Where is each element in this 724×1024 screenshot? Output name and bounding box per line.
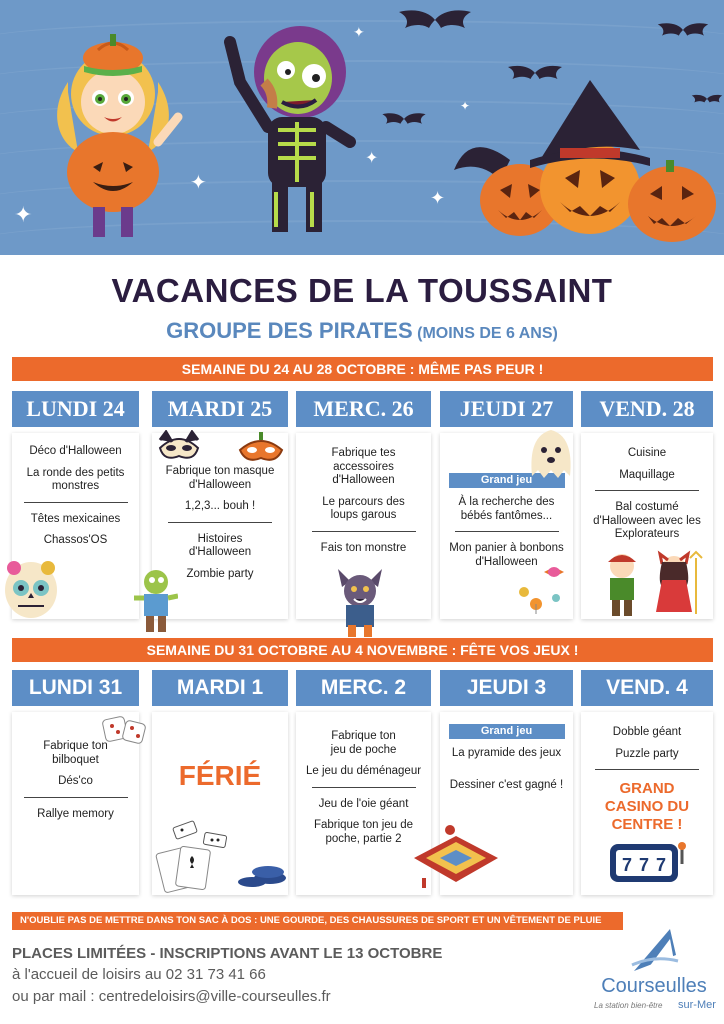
divider [312,531,416,532]
logo-sub: sur-Mer [678,999,716,1011]
page-title: VACANCES DE LA TOUSSAINT [111,272,613,309]
week2-banner: SEMAINE DU 31 OCTOBRE AU 4 NOVEMBRE : FÊTE VOS JEUX ! [12,638,713,662]
contact-email: ou par mail : centredeloisirs@ville-courseulles.fr [12,988,331,1005]
mask-icon [156,430,202,466]
jack-o-lantern-icon [450,70,724,250]
day-header-merc-2: MERC. 2 [296,670,431,706]
day-header-vend-4: VEND. 4 [581,670,713,706]
day-header-merc-26: MERC. 26 [296,391,431,427]
casino-title: GRAND CASINO DU CENTRE ! [604,780,690,833]
logo-name: Courseulles [601,975,707,997]
zombie-kid-icon [134,568,178,632]
activity: Déco d'Halloween [29,445,122,457]
activity: Le parcours des loups garous [322,495,405,521]
activity: Zombie party [186,567,254,580]
activity: Mon panier à bonbons d'Halloween [449,542,564,568]
activity: Chassos'OS [43,534,108,546]
werewolf-icon [332,567,388,637]
divider [595,490,699,491]
day-header-mardi-1: MARDI 1 [152,670,288,706]
pirate-kid-icon [596,548,708,618]
week1-banner: SEMAINE DU 24 AU 28 OCTOBRE : MÊME PAS PEUR ! [12,357,713,381]
group-age: (MOINS DE 6 ANS) [417,325,558,342]
divider [168,522,272,523]
sparkle-icon: ✦ [430,188,446,209]
ferie-label: FÉRIÉ [178,760,262,791]
zombie-boy-icon [220,12,360,242]
day-header-mardi-25: MARDI 25 [152,391,288,427]
day-header-jeudi-3: JEUDI 3 [440,670,573,706]
board-game-icon [410,822,500,892]
day-header-lundi-31: LUNDI 31 [12,670,139,706]
divider [595,769,699,770]
activity: Fabrique ton masque d'Halloween [165,465,275,491]
sparkle-icon: ✦ [14,203,33,228]
logo-tagline: La station bien-être [594,1001,663,1010]
dice-icon [100,712,150,748]
sparkle-icon: ✦ [365,148,379,167]
bat-icon [395,8,475,32]
courseulles-logo [590,925,718,1017]
activity: La ronde des petits monstres [26,466,125,492]
activity: Fabrique ton bilboquet [43,740,108,766]
activity: Fabrique tes accessoires d'Halloween [331,447,396,486]
activity: Rallye memory [37,807,114,820]
grand-jeu-tag: Grand jeu [449,473,565,488]
grand-jeu-tag: Grand jeu [449,724,565,739]
activity: La pyramide des jeux [451,747,562,759]
divider [24,502,128,503]
group-name: GROUPE DES PIRATES [166,318,413,343]
activity: Fabrique ton jeu de poche, partie 2 [313,819,414,845]
sugar-skull-icon [2,560,60,622]
activity: Dés'co [58,775,93,787]
divider [455,531,559,532]
activity: Dobble géant [612,726,682,738]
contact-phone: à l'accueil de loisirs au 02 31 73 41 66 [12,966,266,983]
activity: Fais ton monstre [320,541,407,554]
svg-text:7: 7 [622,855,633,875]
places-limitees: PLACES LIMITÉES - INSCRIPTIONS AVANT LE 13 OCTOBRE [12,945,443,962]
sparkle-icon: ✦ [190,170,207,194]
bat-icon [655,20,711,40]
activity: Cuisine [627,447,667,459]
activity: Le jeu du déménageur [305,765,422,777]
mask-icon [236,430,286,466]
activity: Têtes mexicaines [30,512,121,525]
bat-icon [380,110,428,128]
logo-mark-icon [630,925,680,973]
activity: Histoires d'Halloween [188,532,252,558]
page-subtitle [0,318,724,344]
day-header-jeudi-27: JEUDI 27 [440,391,573,427]
candy-icon [514,562,572,614]
activity: 1,2,3... bouh ! [184,500,256,512]
activity: À la recherche des bébés fantômes... [458,496,555,522]
activity: Jeu de l'oie géant [318,797,409,810]
day-header-lundi-24: LUNDI 24 [12,391,139,427]
svg-text:7: 7 [656,855,667,875]
activity: Dessiner c'est gagné ! [449,778,564,791]
slot-machine-icon [608,840,690,884]
sparkle-icon: ✦ [460,99,471,113]
activity: Maquillage [619,468,675,481]
svg-text:7: 7 [639,855,650,875]
activity: Fabrique ton jeu de poche [330,730,397,756]
divider [24,797,128,798]
pumpkin-girl-icon [38,22,188,242]
backpack-reminder: N'OUBLIE PAS DE METTRE DANS TON SAC À DOS : UNE GOURDE, DES CHAUSSURES DE SPORT ET UN VÊTEMENT DE PLUIE [12,912,623,930]
day-header-vend-28: VEND. 28 [581,391,713,427]
halloween-banner [0,0,724,255]
divider [312,787,416,788]
ghost-icon [524,426,578,482]
sparkle-icon: ✦ [353,25,365,41]
playing-cards-icon [152,820,287,895]
activity: Bal costumé d'Halloween avec les Explorateurs [593,501,701,540]
activity: Puzzle party [615,747,679,760]
